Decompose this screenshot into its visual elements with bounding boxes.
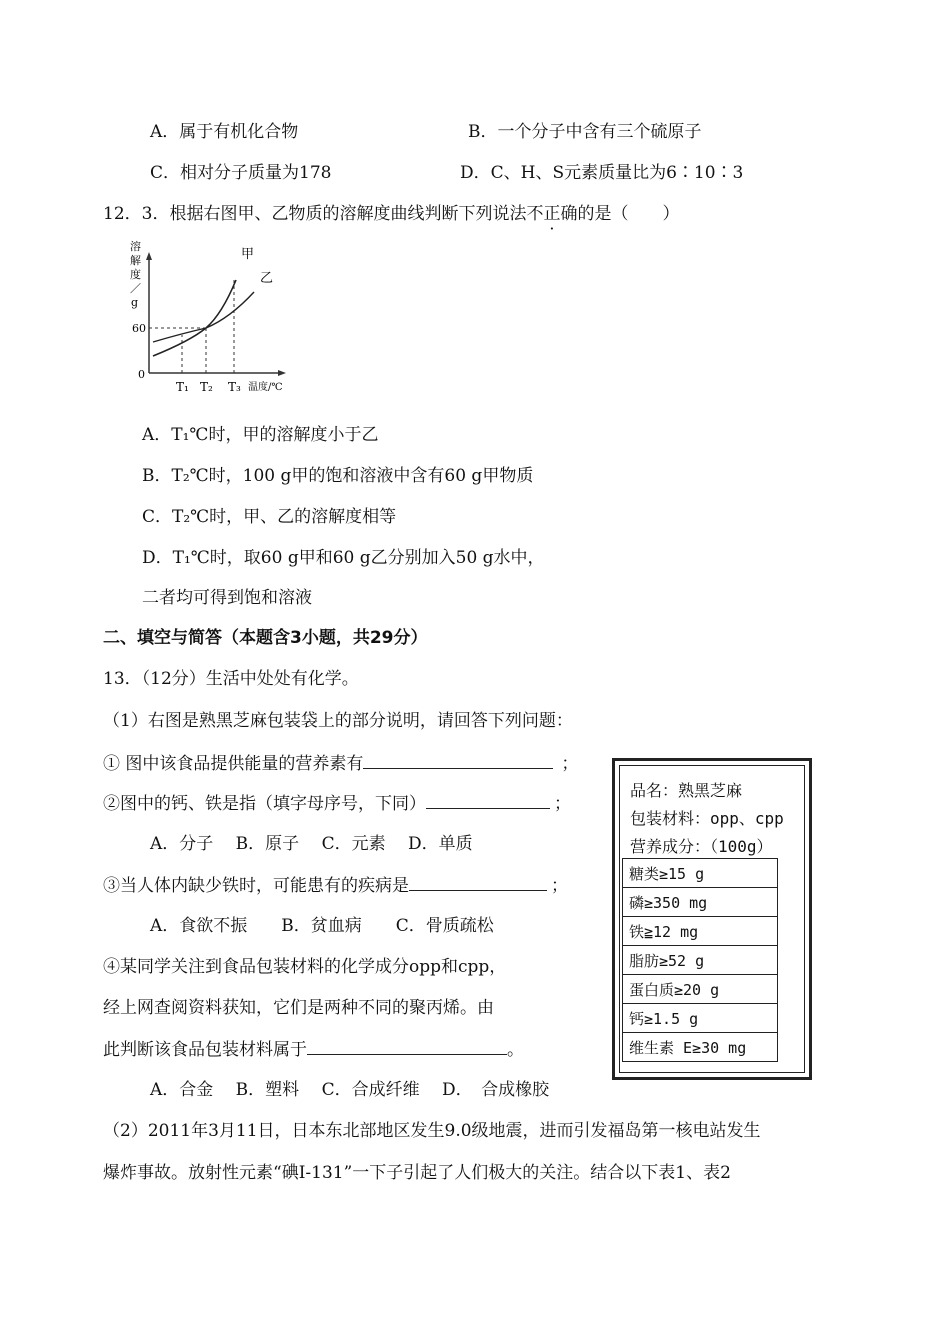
q13-sub4-line1: ④某同学关注到食品包装材料的化学成分opp和cpp， [103, 957, 507, 977]
nutrition-vitamin-e: 维生素 E≥30 mg [623, 1033, 778, 1062]
q12-stem-pre: 12．3．根据右图甲、乙物质的溶解度曲线判断下列说法 [103, 204, 527, 224]
nutrition-phosphorus: 磷≥350 mg [623, 888, 778, 917]
origin-label: 0 [138, 368, 145, 381]
q13-sub2 [103, 792, 571, 815]
x-tick-t3: T₃ [228, 380, 241, 394]
q12-option-d-cont: 二者均可得到饱和溶液 [142, 588, 312, 608]
nutrition-sugar: 糖类≥15 g [623, 859, 778, 888]
table-row [623, 859, 778, 888]
q12-stem [103, 203, 679, 225]
q11-option-d: D．C、H、S元素质量比为6∶10∶3 [460, 163, 744, 183]
ylabel-char-3: 度 [130, 268, 141, 281]
y-tick-60: 60 [132, 322, 146, 335]
food-label-material: 包装材料：opp、cpp [630, 809, 784, 828]
table-row [623, 946, 778, 975]
q13-sub1-semicolon: ； [561, 754, 579, 774]
series-label-jia: 甲 [241, 247, 255, 262]
x-tick-t1: T₁ [176, 380, 189, 394]
q13-stem: 13．（12分）生活中处处有化学。 [103, 669, 359, 689]
q13-sub2-semicolon: ； [554, 794, 571, 814]
q13-sub4-text: 此判断该食品包装材料属于 [103, 1040, 307, 1060]
ylabel-char-4: ／ [130, 282, 141, 295]
table-row [623, 1033, 778, 1062]
table-row [623, 975, 778, 1004]
q13-sub4-period: 。 [507, 1040, 524, 1060]
q11-option-a: A．属于有机化合物 [150, 122, 299, 142]
nutrition-calcium: 钙≥1.5 g [623, 1004, 778, 1033]
q13-sub3-semicolon: ； [551, 876, 568, 896]
q13-part2-line2: 爆炸事故。放射性元素“碘I-131”一下子引起了人们极大的关注。结合以下表1、表2 [103, 1163, 731, 1183]
solubility-graph [120, 238, 290, 398]
q12-stem-emphasis: 不正确 [526, 204, 578, 224]
q13-sub4-line3 [103, 1038, 524, 1061]
nutrition-fat: 脂肪≥52 g [623, 946, 778, 975]
nutrition-protein: 蛋白质≥20 g [623, 975, 778, 1004]
ylabel-char-5: g [131, 296, 139, 309]
series-label-yi: 乙 [260, 271, 274, 286]
q13-sub2-text: ②图中的钙、铁是指（填字母序号，下同） [103, 794, 426, 814]
q13-sub4-line2: 经上网查阅资料获知，它们是两种不同的聚丙烯。由 [103, 998, 494, 1018]
x-axis-label: 温度/℃ [248, 382, 283, 393]
x-tick-t2: T₂ [200, 380, 213, 394]
ylabel-char-2: 解 [130, 254, 141, 267]
q12-stem-post: 的是（ ） [577, 204, 680, 224]
q13-sub2-blank[interactable] [426, 792, 550, 809]
q13-sub3 [103, 874, 568, 897]
section-2-heading: 二、填空与简答（本题含3小题，共29分） [103, 628, 428, 648]
ylabel-char-1: 溶 [130, 240, 141, 253]
table-row [623, 888, 778, 917]
q13-sub1-text: ① 图中该食品提供能量的营养素有 [103, 754, 364, 774]
q13-part1: （1）右图是熟黑芝麻包装袋上的部分说明，请回答下列问题： [103, 711, 573, 731]
q13-sub1-blank[interactable] [363, 752, 553, 769]
q13-sub3-blank[interactable] [409, 874, 547, 891]
q12-option-a: A．T₁℃时，甲的溶解度小于乙 [142, 425, 379, 445]
q11-option-b: B．一个分子中含有三个硫原子 [468, 122, 702, 142]
q11-option-c: C．相对分子质量为178 [150, 163, 332, 183]
q13-sub2-options: A．分子 B．原子 C．元素 D．单质 [150, 834, 473, 854]
q12-option-c: C．T₂℃时，甲、乙的溶解度相等 [142, 507, 397, 527]
q13-sub4-blank[interactable] [307, 1038, 507, 1055]
nutrition-table [622, 858, 778, 1062]
q13-sub1 [103, 752, 578, 775]
q12-option-d: D．T₁℃时，取60 g甲和60 g乙分别加入50 g水中， [142, 548, 545, 568]
q13-part2-line1: （2）2011年3月11日，日本东北部地区发生9.0级地震，进而引发福岛第一核电站发生 [103, 1121, 761, 1141]
nutrition-iron: 铁≧12 mg [623, 917, 778, 946]
table-row [623, 1004, 778, 1033]
table-row [623, 917, 778, 946]
x-axis-arrow [278, 370, 286, 376]
q12-option-b: B．T₂℃时，100 g甲的饱和溶液中含有60 g甲物质 [142, 466, 534, 486]
y-axis-arrow [146, 252, 152, 260]
curve-yi [153, 292, 254, 342]
q13-sub3-text: ③当人体内缺少铁时，可能患有的疾病是 [103, 876, 409, 896]
food-label-nutrition: 营养成分：（100g） [630, 837, 773, 856]
q13-sub4-options: A．合金 B．塑料 C．合成纤维 D． 合成橡胶 [150, 1080, 550, 1100]
food-label-name: 品名：熟黑芝麻 [630, 781, 743, 800]
q13-sub3-options: A．食欲不振 B．贫血病 C．骨质疏松 [150, 916, 494, 936]
